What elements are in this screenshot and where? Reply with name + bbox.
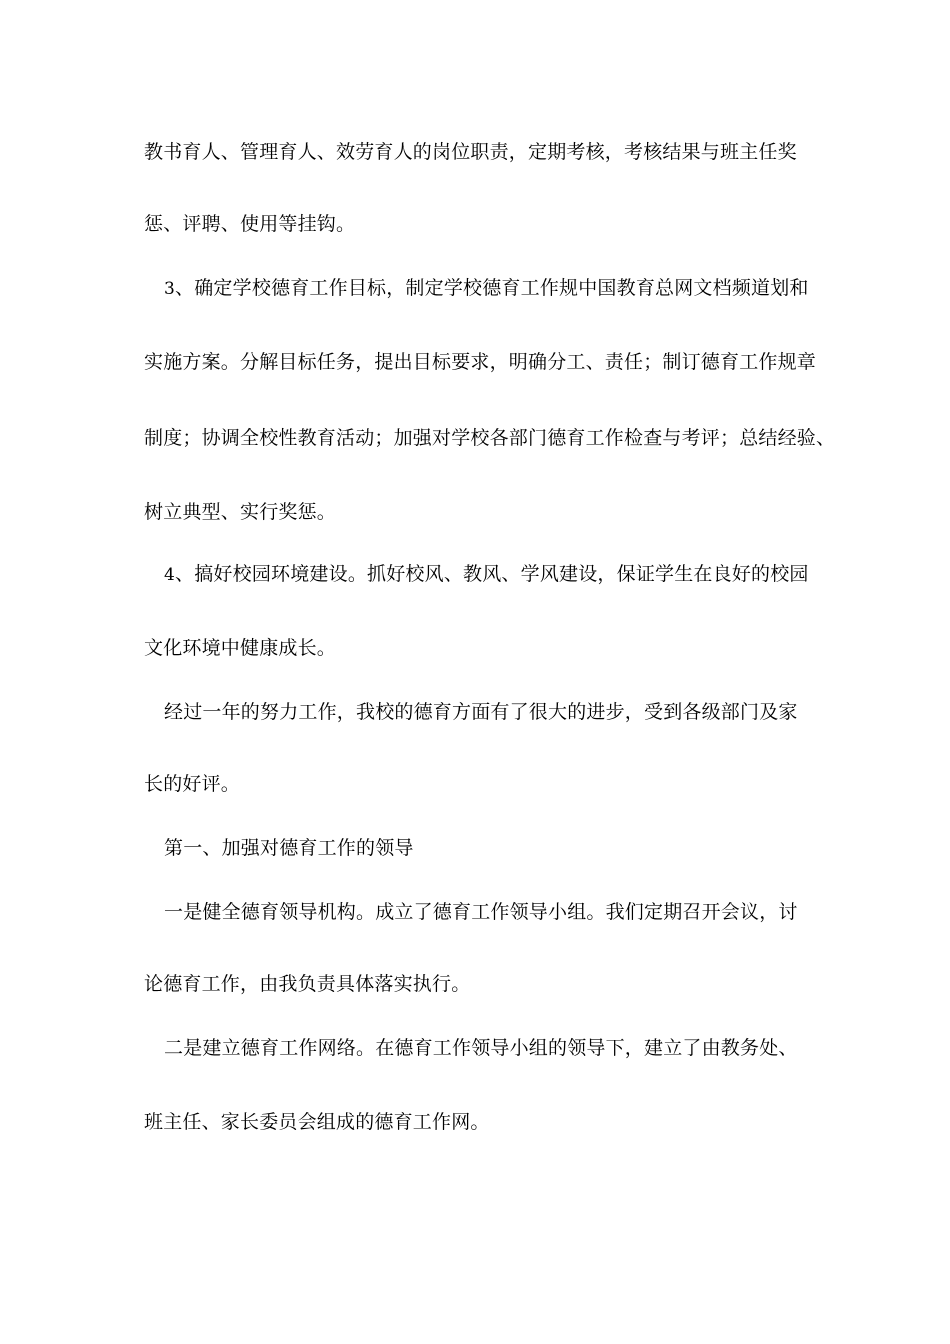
section-heading: 第一、加强对德育工作的领导	[164, 837, 414, 859]
paragraph-line: 班主任、家长委员会组成的德育工作网。	[144, 1111, 490, 1133]
paragraph-line: 制度；协调全校性教育活动；加强对学校各部门德育工作检查与考评；总结经验、	[144, 427, 836, 449]
paragraph-line: 二是建立德育工作网络。在德育工作领导小组的领导下，建立了由教务处、	[164, 1037, 798, 1059]
item-number: 3	[164, 279, 176, 299]
paragraph-line: 实施方案。分解目标任务，提出目标要求，明确分工、责任；制订德育工作规章	[144, 351, 817, 373]
paragraph-item-3	[164, 276, 844, 301]
paragraph-line: 教书育人、管理育人、效劳育人的岗位职责，定期考核，考核结果与班主任奖	[144, 141, 797, 163]
paragraph-line: 、确定学校德育工作目标，制定学校德育工作规中国教育总网文档频道划和	[175, 277, 809, 299]
paragraph-item-4	[164, 562, 844, 587]
item-number: 4	[164, 565, 176, 585]
paragraph-line: 文化环境中健康成长。	[144, 637, 337, 659]
paragraph-line: 一是健全德育领导机构。成立了德育工作领导小组。我们定期召开会议，讨	[164, 901, 798, 923]
paragraph-line: 树立典型、实行奖惩。	[144, 501, 337, 523]
paragraph-line: 经过一年的努力工作，我校的德育方面有了很大的进步，受到各级部门及家	[164, 701, 798, 723]
paragraph-line: 惩、评聘、使用等挂钩。	[144, 213, 356, 235]
paragraph-line: 论德育工作，由我负责具体落实执行。	[144, 973, 471, 995]
paragraph-line: 长的好评。	[144, 773, 241, 795]
paragraph-line: 、搞好校园环境建设。抓好校风、教风、学风建设，保证学生在良好的校园	[175, 563, 809, 585]
